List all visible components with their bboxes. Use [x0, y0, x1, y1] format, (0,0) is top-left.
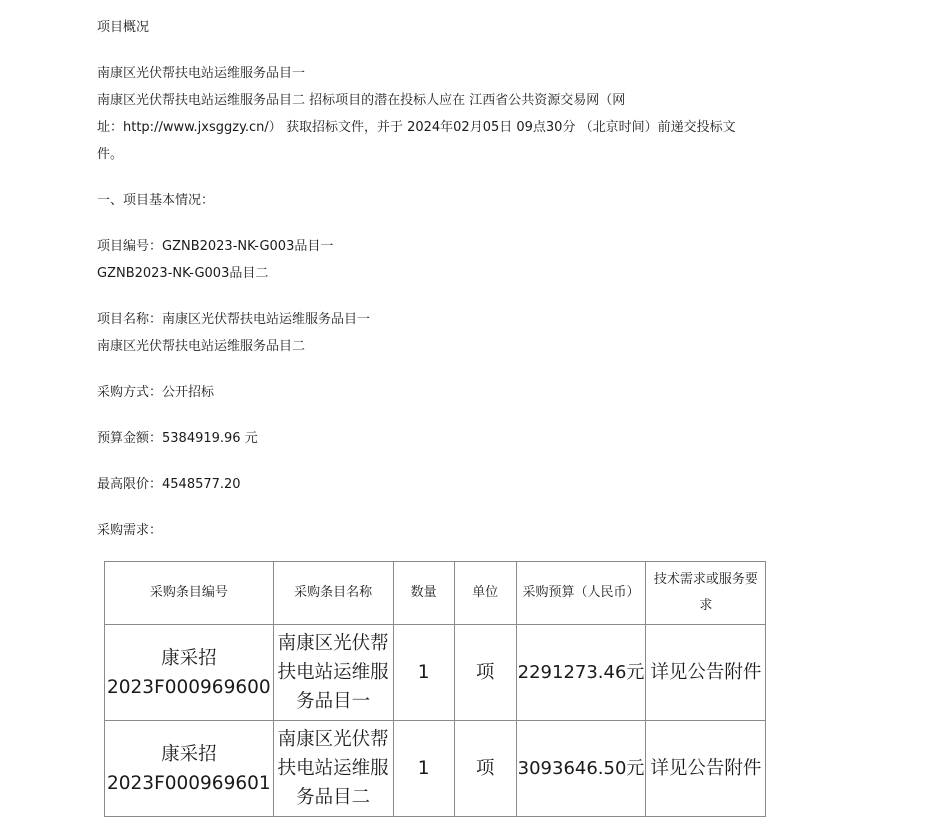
overview-line-3: 址：http://www.jxsggzy.cn/） 获取招标文件，并于 2024年02月05日 09点30分 （北京时间）前递交投标文	[97, 120, 736, 135]
project-number-line-1: 项目编号：GZNB2023-NK-G003品目一	[97, 239, 334, 254]
header-unit: 单位	[454, 562, 516, 625]
cell-budget: 3093646.50元	[516, 721, 646, 817]
cell-item-id: 康采招2023F000969600	[105, 625, 274, 721]
header-quantity: 数量	[393, 562, 454, 625]
cell-unit: 项	[454, 625, 516, 721]
project-number-line-2: GZNB2023-NK-G003品目二	[97, 266, 269, 281]
cell-unit: 项	[454, 721, 516, 817]
procurement-method: 采购方式：公开招标	[97, 385, 215, 400]
overview-line-2: 南康区光伏帮扶电站运维服务品目二 招标项目的潜在投标人应在 江西省公共资源交易网（网	[97, 93, 626, 108]
project-name-line-2: 南康区光伏帮扶电站运维服务品目二	[97, 339, 306, 354]
header-requirements: 技术需求或服务要求	[646, 562, 766, 625]
table-row	[105, 625, 766, 721]
max-price: 最高限价：4548577.20	[97, 477, 241, 492]
table-header-row	[105, 562, 766, 625]
cell-requirements: 详见公告附件	[646, 721, 766, 817]
project-name-line-1: 项目名称：南康区光伏帮扶电站运维服务品目一	[97, 312, 371, 327]
cell-budget: 2291273.46元	[516, 625, 646, 721]
section-1-heading: 一、项目基本情况：	[97, 193, 215, 208]
procurement-demand-label: 采购需求：	[97, 523, 163, 538]
budget-amount: 预算金额：5384919.96 元	[97, 431, 258, 446]
cell-quantity: 1	[393, 721, 454, 817]
header-item-name: 采购条目名称	[273, 562, 393, 625]
cell-item-id: 康采招2023F000969601	[105, 721, 274, 817]
cell-requirements: 详见公告附件	[646, 625, 766, 721]
cell-item-name: 南康区光伏帮扶电站运维服务品目二	[273, 721, 393, 817]
header-budget: 采购预算（人民币）	[516, 562, 646, 625]
cell-quantity: 1	[393, 625, 454, 721]
cell-item-name: 南康区光伏帮扶电站运维服务品目一	[273, 625, 393, 721]
overview-heading: 项目概况	[97, 20, 150, 35]
header-item-id: 采购条目编号	[105, 562, 274, 625]
overview-line-4: 件。	[97, 147, 124, 162]
table-row	[105, 721, 766, 817]
overview-line-1: 南康区光伏帮扶电站运维服务品目一	[97, 66, 306, 81]
procurement-table	[104, 561, 766, 817]
document-body	[97, 0, 757, 544]
